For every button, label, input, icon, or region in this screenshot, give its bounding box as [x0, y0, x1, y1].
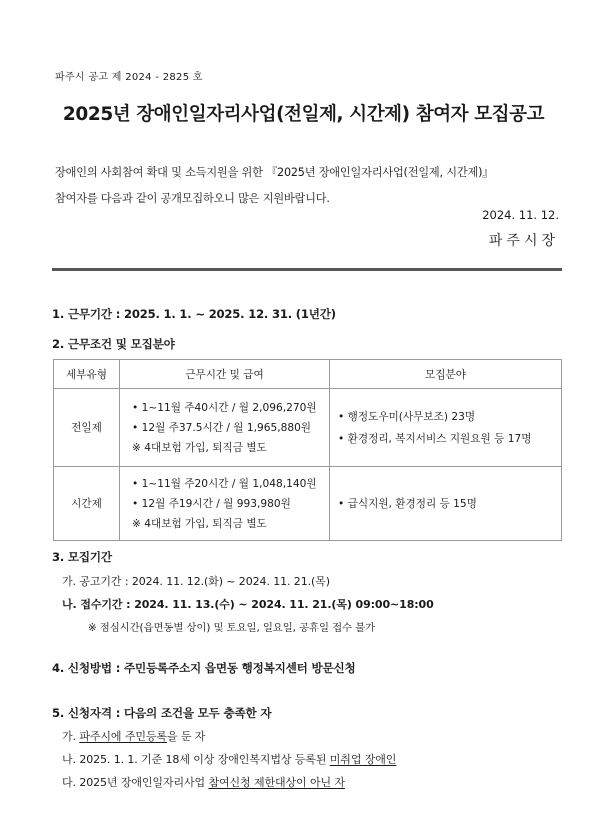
table-header: 세부유형: [54, 360, 120, 389]
section-4-title: 4. 신청방법 : 주민등록주소지 읍면동 행정복지센터 방문신청: [52, 661, 356, 675]
hours-line: • 12월 주19시간 / 월 993,980원: [132, 497, 291, 510]
section-1-title: 1. 근무기간 : 2025. 1. 1. ~ 2025. 12. 31. (1년간): [52, 307, 336, 321]
qualification-item-b: [62, 751, 396, 767]
hours-cell: [120, 389, 330, 467]
item-a-suffix: 을 둔 자: [166, 730, 206, 743]
item-a-underline: 파주시에 주민등록: [79, 730, 167, 743]
hours-line: ※ 4대보험 가입, 퇴직금 별도: [132, 441, 267, 454]
qualification-item-a: [62, 728, 205, 744]
table-header: 모집분야: [330, 360, 562, 389]
item-b-underline: 미취업 장애인: [329, 753, 397, 766]
field-line: • 행정도우미(사무보조) 23명: [338, 410, 476, 423]
table-header: 근무시간 및 급여: [120, 360, 330, 389]
section-3-title: 3. 모집기간: [52, 550, 112, 564]
item-b-prefix: 나. 2025. 1. 1. 기준 18세 이상 장애인복지법상 등록된: [62, 753, 330, 766]
notice-number: 파주시 공고 제 2024 - 2825 호: [55, 72, 203, 83]
period-item-a: 가. 공고기간 : 2024. 11. 12.(화) ~ 2024. 11. 21.(목): [62, 575, 330, 588]
issuer: 파주시장: [488, 233, 559, 249]
item-c-underline: 참여신청 제한대상이 아닌 자: [208, 776, 345, 789]
conditions-table: [53, 359, 562, 541]
item-c-prefix: 다. 2025년 장애인일자리사업: [62, 776, 209, 789]
period-note: ※ 점심시간(읍면동별 상이) 및 토요일, 일요일, 공휴일 접수 불가: [88, 622, 376, 634]
fields-cell: [330, 389, 562, 467]
field-line: • 급식지원, 환경정리 등 15명: [338, 497, 477, 510]
section-2-title: 2. 근무조건 및 모집분야: [52, 337, 175, 351]
fields-cell: [330, 467, 562, 541]
intro-line-2: 참여자를 다음과 같이 공개모집하오니 많은 지원바랍니다.: [55, 192, 330, 205]
intro-text: [55, 160, 565, 212]
hours-cell: [120, 467, 330, 541]
notice-date: 2024. 11. 12.: [482, 208, 559, 222]
hours-line: • 12월 주37.5시간 / 월 1,965,880원: [132, 421, 312, 434]
table-row: [54, 467, 562, 541]
section-5-title: 5. 신청자격 : 다음의 조건을 모두 충족한 자: [52, 706, 272, 720]
table-header-row: [54, 360, 562, 389]
hours-line: • 1~11월 주40시간 / 월 2,096,270원: [132, 401, 317, 414]
qualification-item-c: [62, 774, 345, 790]
type-cell: 전일제: [54, 389, 120, 467]
page-title: 2025년 장애인일자리사업(전일제, 시간제) 참여자 모집공고: [62, 104, 545, 125]
period-item-b: 나. 접수기간 : 2024. 11. 13.(수) ~ 2024. 11. 21.(목) 09:00~18:00: [62, 598, 434, 611]
field-line: • 환경정리, 복지서비스 지원요원 등 17명: [338, 432, 532, 445]
type-cell: 시간제: [54, 467, 120, 541]
hours-line: • 1~11월 주20시간 / 월 1,048,140원: [132, 477, 317, 490]
divider: [52, 268, 562, 271]
item-a-prefix: 가.: [62, 730, 80, 743]
hours-line: ※ 4대보험 가입, 퇴직금 별도: [132, 517, 267, 530]
intro-line-1: 장애인의 사회참여 확대 및 소득지원을 위한 『2025년 장애인일자리사업(전일제, 시간제)』: [55, 166, 494, 179]
table-row: [54, 389, 562, 467]
